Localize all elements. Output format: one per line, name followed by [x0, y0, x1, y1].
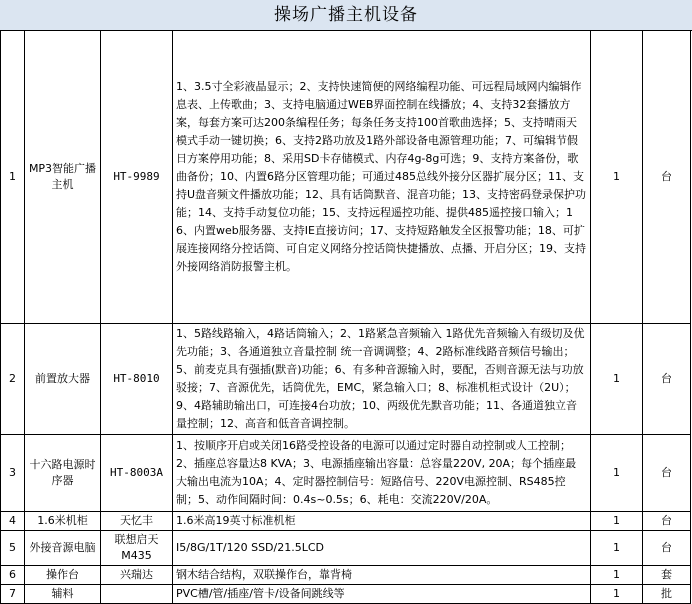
row-number: 6 — [1, 566, 25, 585]
equipment-description: 1、按顺序开启或关闭16路受控设备的电源可以通过定时器自动控制或人工控制；2、插座总容量达8 KVA；3、电源插座输出容量：总容量220V, 20A；每个插座最大输出电流为10A；4、定时器控制信号：短路信号、220V电源控制、RS485控制；5、动作间隔时间：0.4s~0.5s；6、耗电：交流220V/20A。 — [173, 435, 591, 512]
table-row — [1, 31, 691, 324]
equipment-name: 1.6米机柜 — [25, 512, 101, 531]
equipment-name: MP3智能广播主机 — [25, 31, 101, 324]
row-number: 4 — [1, 512, 25, 531]
equipment-description: 钢木结合结构，双联操作台，靠背椅 — [173, 566, 591, 585]
equipment-unit: 台 — [643, 324, 691, 435]
equipment-name: 十六路电源时序器 — [25, 435, 101, 512]
row-number: 3 — [1, 435, 25, 512]
table-row — [1, 324, 691, 435]
sheet-title: 操场广播主机设备 — [0, 0, 692, 31]
equipment-description: 1、5路线路输入，4路话筒输入；2、1路紧急音频输入 1路优先音频输入有级切及优先功能；3、各通道独立音量控制 统一音调调整；4、2路标准线路音频信号输出；5、前麦克具有强插(默音)功能；6、有多种音源输入时，要配，否则音源无法与功放驳接；7、音源优先，话筒优先，EMC，紧急输入口；8、标准机柜式设计（2U）；9、4路辅助输出口，可连接4台功放；10、两级优先默音功能；11、各通道独立音量控制；12、高音和低音音调控制。 — [173, 324, 591, 435]
equipment-quantity: 1 — [591, 324, 643, 435]
equipment-quantity: 1 — [591, 585, 643, 604]
equipment-table — [0, 30, 691, 604]
equipment-quantity: 1 — [591, 435, 643, 512]
equipment-unit: 台 — [643, 435, 691, 512]
equipment-model: 兴瑞达 — [101, 566, 173, 585]
table-row — [1, 585, 691, 604]
row-number: 2 — [1, 324, 25, 435]
equipment-quantity: 1 — [591, 566, 643, 585]
equipment-name: 操作台 — [25, 566, 101, 585]
equipment-unit: 台 — [643, 512, 691, 531]
equipment-quantity: 1 — [591, 531, 643, 566]
equipment-model: HT-8003A — [101, 435, 173, 512]
equipment-name: 前置放大器 — [25, 324, 101, 435]
table-row — [1, 566, 691, 585]
row-number: 1 — [1, 31, 25, 324]
equipment-description: I5/8G/1T/120 SSD/21.5LCD — [173, 531, 591, 566]
row-number: 5 — [1, 531, 25, 566]
table-row — [1, 531, 691, 566]
equipment-unit: 台 — [643, 531, 691, 566]
equipment-model: 天忆丰 — [101, 512, 173, 531]
equipment-name: 辅料 — [25, 585, 101, 604]
equipment-description: 1.6米高19英寸标准机柜 — [173, 512, 591, 531]
equipment-description: 1、3.5寸全彩液晶显示；2、支持快速简便的网络编程功能、可远程局域网内编辑作息表、上传歌曲；3、支持电脑通过WEB界面控制在线播放；4、支持32套播放方案，每套方案可达200条编程任务；每条任务支持100首歌曲选择；5、支持晴雨天模式手动一键切换；6、支持2路功放及1路外部设备电源管理功能；7、可编辑节假日方案停用功能；8、采用SD卡存储模式、内存4g-8g可选；9、支持方案备份，歌曲备份；10、内置6路分区管理功能；可通过485总线外接分区器扩展分区；11、支持U盘音频文件播放功能；12、具有话筒默音、混音功能；13、支持密码登录保护功能；14、支持手动复位功能；15、支持远程遥控功能、提供485遥控接口输入；16、内置web服务器、支持IE直接访问；17、支持短路触发全区报警功能；18、可扩展连接网络分控话筒、可自定义网络分控话筒快捷播放、点播、开启分区；19、支持外接网络消防报警主机。 — [173, 31, 591, 324]
equipment-quantity: 1 — [591, 31, 643, 324]
table-row — [1, 512, 691, 531]
equipment-model: 联想启天 M435 — [101, 531, 173, 566]
equipment-unit: 套 — [643, 566, 691, 585]
equipment-description: PVC槽/管/插座/管卡/设备间跳线等 — [173, 585, 591, 604]
equipment-quantity: 1 — [591, 512, 643, 531]
equipment-unit: 台 — [643, 31, 691, 324]
equipment-model: HT-9989 — [101, 31, 173, 324]
equipment-name: 外接音源电脑 — [25, 531, 101, 566]
equipment-model — [101, 585, 173, 604]
equipment-model: HT-8010 — [101, 324, 173, 435]
row-number: 7 — [1, 585, 25, 604]
equipment-unit: 批 — [643, 585, 691, 604]
